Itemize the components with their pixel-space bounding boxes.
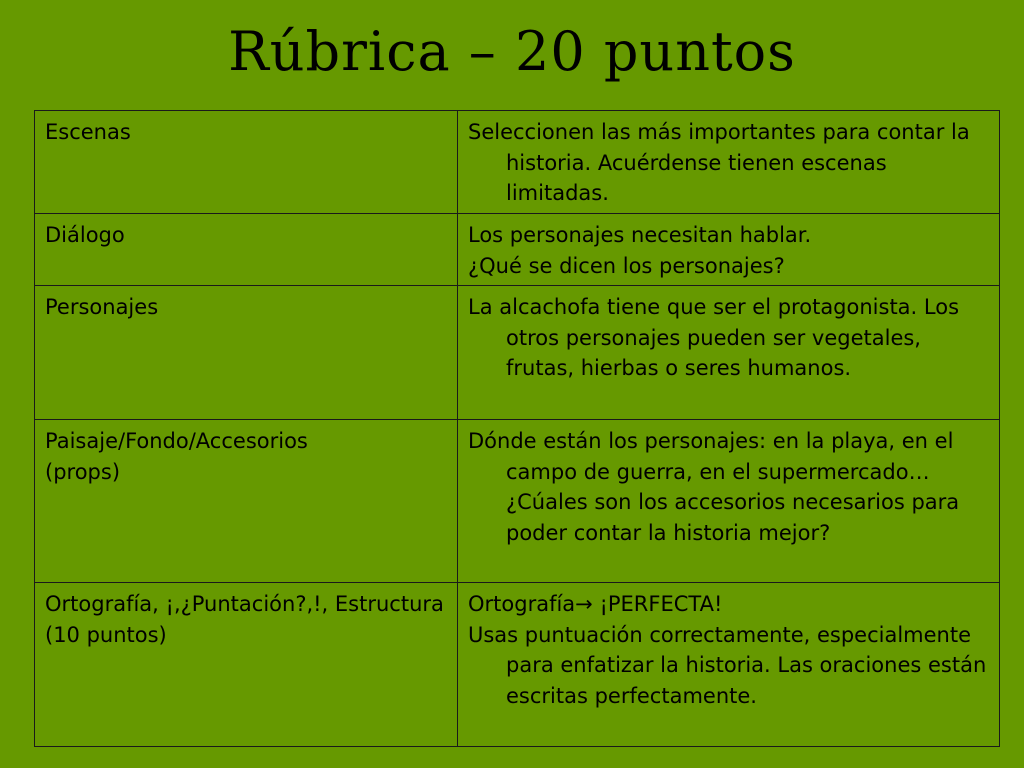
criterion-text: (10 puntos) (45, 622, 167, 647)
criterion-cell (35, 583, 458, 747)
description-cell (458, 111, 1000, 214)
criterion-text: Ortografía, ¡,¿Puntación?,!, Estructura (45, 592, 444, 616)
slide-title: Rúbrica – 20 puntos (228, 20, 796, 83)
criterion-cell (35, 286, 458, 420)
table-row (35, 111, 1000, 214)
description-text: Ortografía→ ¡PERFECTA! (468, 592, 723, 616)
criterion-cell (35, 111, 458, 214)
table-row (35, 583, 1000, 747)
table-row (35, 286, 1000, 420)
criterion-text: Escenas (45, 120, 131, 144)
description-text: Usas puntuación correctamente, especialmente para enfatizar la historia. Las oraciones están escritas perfectamente. (468, 622, 987, 708)
description-cell (458, 583, 1000, 747)
description-text: Dónde están los personajes: en la playa, en el campo de guerra, en el supermercado… ¿Cúales son los accesorios necesarios para poder contar la historia mejor? (468, 429, 960, 545)
criterion-cell (35, 420, 458, 583)
rubric-table (34, 110, 1000, 747)
description-text: Seleccionen las más importantes para contar la historia. Acuérdense tienen escenas limitadas. (468, 120, 970, 205)
description-cell (458, 420, 1000, 583)
criterion-text: Personajes (45, 295, 159, 319)
description-cell (458, 286, 1000, 420)
criterion-cell (35, 214, 458, 286)
table-row (35, 214, 1000, 286)
criterion-text: (props) (45, 459, 121, 484)
description-text: ¿Qué se dicen los personajes? (468, 253, 785, 278)
criterion-text: Paisaje/Fondo/Accesorios (45, 429, 308, 453)
description-text: Los personajes necesitan hablar. (468, 223, 812, 247)
description-text: La alcachofa tiene que ser el protagonista. Los otros personajes pueden ser vegetales, frutas, hierbas o seres humanos. (468, 295, 960, 380)
description-cell (458, 214, 1000, 286)
table-row (35, 420, 1000, 583)
criterion-text: Diálogo (45, 223, 125, 247)
